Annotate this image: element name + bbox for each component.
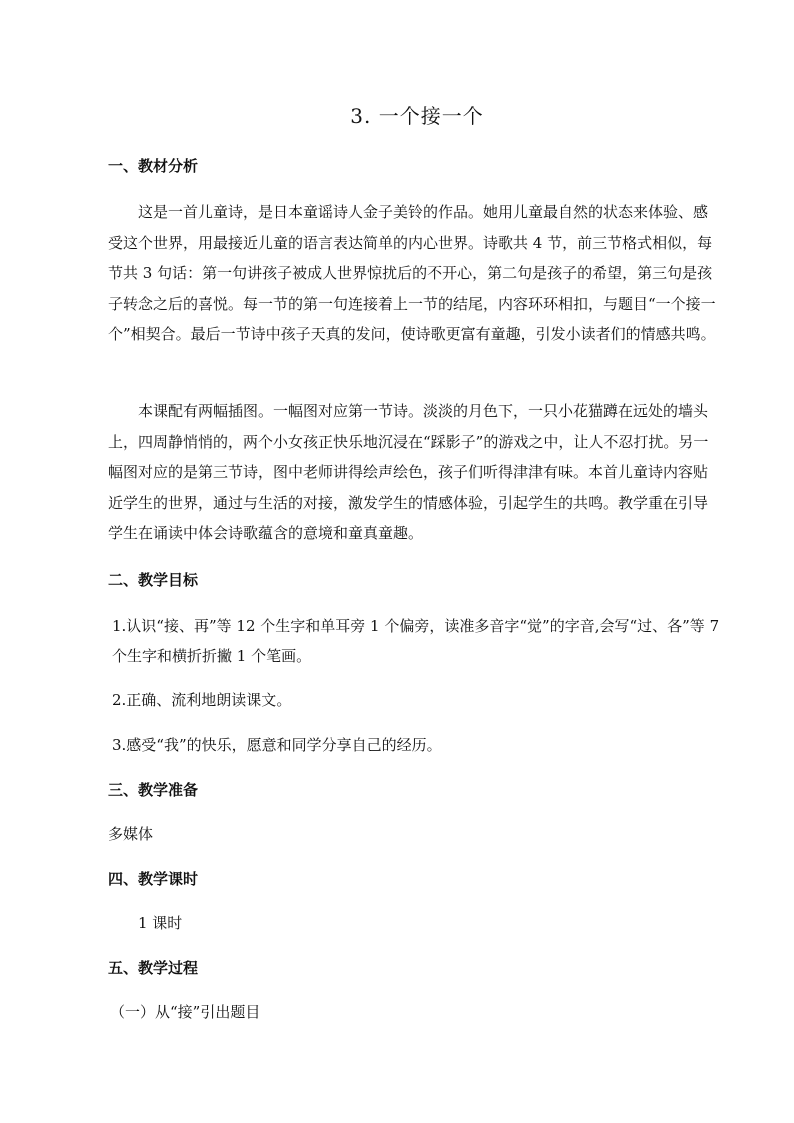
analysis-paragraph-2-text: 本课配有两幅插图。一幅图对应第一节诗。淡淡的月色下，一只小花猫蹲在远处的墙头上，四周静悄悄的，两个小女孩正快乐地沉浸在“踩影子”的游戏之中，让人不忍打扰。另一幅图对应的是第三节诗，图中老师讲得绘声绘色，孩子们听得津津有味。本首儿童诗内容贴近学生的世界，通过与生活的对接，激发学生的情感体验，引起学生的共鸣。教学重在引导学生在诵读中体会诗歌蕴含的意境和童真童趣。 [108, 402, 709, 542]
objective-item-1: 1.认识“接、再”等 12 个生字和单耳旁 1 个偏旁，读准多音字“觉”的字音,会写“过、各”等 7 个生字和横折折撇 1 个笔画。 [112, 617, 720, 665]
analysis-paragraph-1 [108, 197, 718, 350]
objective-item-2: 2.正确、流利地朗读课文。 [112, 691, 292, 709]
preparation-text: 多媒体 [108, 825, 154, 843]
duration-text: 1 课时 [138, 914, 183, 932]
page-title: 3. 一个接一个 [350, 104, 484, 128]
section-heading-objectives: 二、教学目标 [108, 571, 199, 589]
section-heading-process: 五、教学过程 [108, 959, 199, 977]
section-heading-preparation: 三、教学准备 [108, 781, 199, 799]
analysis-paragraph-2 [108, 396, 718, 549]
objective-item-3: 3.感受“我”的快乐，愿意和同学分享自己的经历。 [112, 736, 442, 754]
section-heading-analysis: 一、教材分析 [108, 157, 199, 175]
analysis-paragraph-1-text: 这是一首儿童诗，是日本童谣诗人金子美铃的作品。她用儿童最自然的状态来体验、感受这个世界，用最接近儿童的语言表达简单的内心世界。诗歌共 4 节，前三节格式相似，每节共 3 句话：第一句讲孩子被成人世界惊扰后的不开心，第二句是孩子的希望，第三句是孩子转念之后的喜悦。每一节的第一句连接着上一节的结尾，内容环环相扣，与题目“一个接一个”相契合。最后一节诗中孩子天真的发问，使诗歌更富有童趣，引发小读者们的情感共鸣。 [108, 203, 716, 343]
process-subheading-1: （一）从“接”引出题目 [110, 1003, 261, 1021]
section-heading-duration: 四、教学课时 [108, 870, 199, 888]
